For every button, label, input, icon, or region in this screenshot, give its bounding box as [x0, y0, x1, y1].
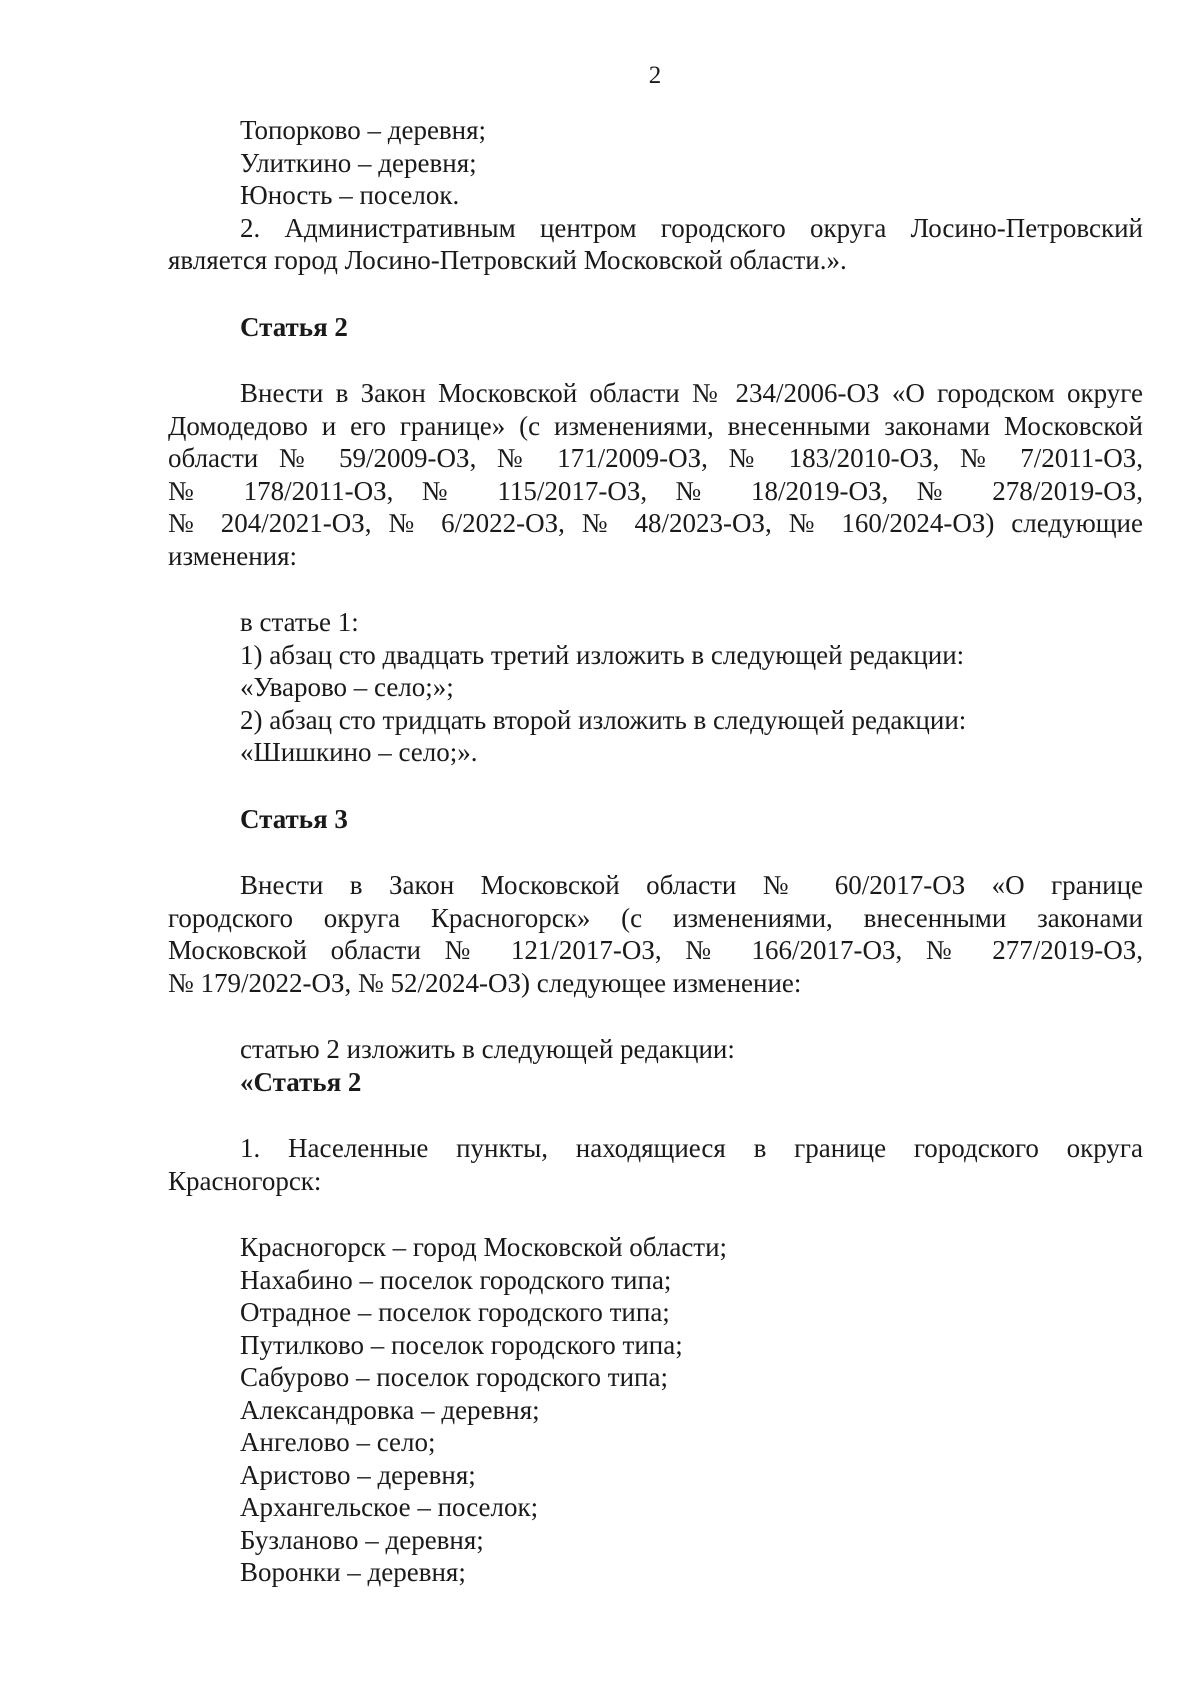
list-item: в статье 1: [240, 607, 359, 637]
list-item: Воронки – деревня; [240, 1557, 466, 1587]
list-item: Сабурово – поселок городского типа; [240, 1362, 668, 1392]
list-item: 2) абзац сто тридцать второй изложить в следующей редакции: [240, 704, 967, 735]
article-2-intro [168, 377, 1143, 572]
paragraph-line: Московской области № 121/2017-ОЗ, № 166/2017-ОЗ, № 277/2019-ОЗ, [168, 935, 1143, 965]
list-item: Архангельское – поселок; [240, 1492, 539, 1522]
quoted-article-heading: «Статья 2 [240, 1066, 362, 1097]
paragraph-line: городского округа Красногорск» (с изменениями, внесенными законами [168, 902, 1143, 933]
article-3-instruction: статью 2 изложить в следующей редакции: [240, 1034, 735, 1064]
paragraph-line: 2. Административным центром городского округа Лосино-Петровский [240, 212, 1143, 243]
list-item: Отрадное – поселок городского типа; [240, 1297, 670, 1327]
list-item: Александровка – деревня; [240, 1394, 540, 1425]
settlements-list [168, 1231, 1143, 1589]
article-2-amendments [168, 606, 1143, 769]
paragraph-line: изменения: [168, 540, 298, 571]
settlements-continued-list [168, 114, 1143, 212]
list-item: Аристово – деревня; [240, 1459, 476, 1490]
list-item: Нахабино – поселок городского типа; [240, 1264, 672, 1295]
paragraph-line: является город Лосино-Петровский Московской области.». [168, 245, 847, 275]
list-item: «Шишкино – село;». [240, 737, 478, 767]
list-item: 1) абзац сто двадцать третий изложить в следующей редакции: [240, 639, 965, 670]
list-item: Красногорск – город Московской области; [240, 1232, 728, 1262]
list-item: Юность – поселок. [240, 180, 460, 210]
paragraph-line: № 204/2021-ОЗ, № 6/2022-ОЗ, № 48/2023-ОЗ, № 160/2024-ОЗ) следующие [168, 508, 1143, 538]
paragraph-line: № 179/2022-ОЗ, № 52/2024-ОЗ) следующее изменение: [168, 967, 802, 998]
list-item: Улиткино – деревня; [240, 147, 477, 178]
paragraph-line: № 178/2011-ОЗ, № 115/2017-ОЗ, № 18/2019-ОЗ, № 278/2019-ОЗ, [168, 475, 1143, 506]
paragraph-line: Внести в Закон Московской области № 234/2006-ОЗ «О городском округе [240, 378, 1143, 408]
paragraph-line: Красногорск: [168, 1165, 322, 1196]
article-3-intro [168, 869, 1143, 999]
article-2-heading: Статья 2 [240, 311, 348, 342]
list-item: Топорково – деревня; [240, 115, 487, 145]
article-3-heading: Статья 3 [240, 803, 348, 834]
list-item: «Уварово – село;»; [240, 672, 454, 702]
list-item: Ангелово – село; [240, 1427, 436, 1457]
paragraph-line: Внести в Закон Московской области № 60/2017-ОЗ «О границе [240, 870, 1143, 900]
paragraph-line: 1. Населенные пункты, находящиеся в границе городского округа [240, 1133, 1143, 1163]
document-body [168, 114, 1143, 1589]
paragraph-line: Домодедово и его границе» (с изменениями, внесенными законами Московской [168, 410, 1143, 441]
page-number: 2 [648, 62, 662, 89]
point-1-paragraph [168, 1132, 1143, 1197]
paragraph-line: области № 59/2009-ОЗ, № 171/2009-ОЗ, № 183/2010-ОЗ, № 7/2011-ОЗ, [168, 443, 1143, 473]
list-item: Бузланово – деревня; [240, 1524, 484, 1555]
list-item: Путилково – поселок городского типа; [240, 1329, 683, 1360]
admin-center-paragraph [168, 212, 1143, 277]
